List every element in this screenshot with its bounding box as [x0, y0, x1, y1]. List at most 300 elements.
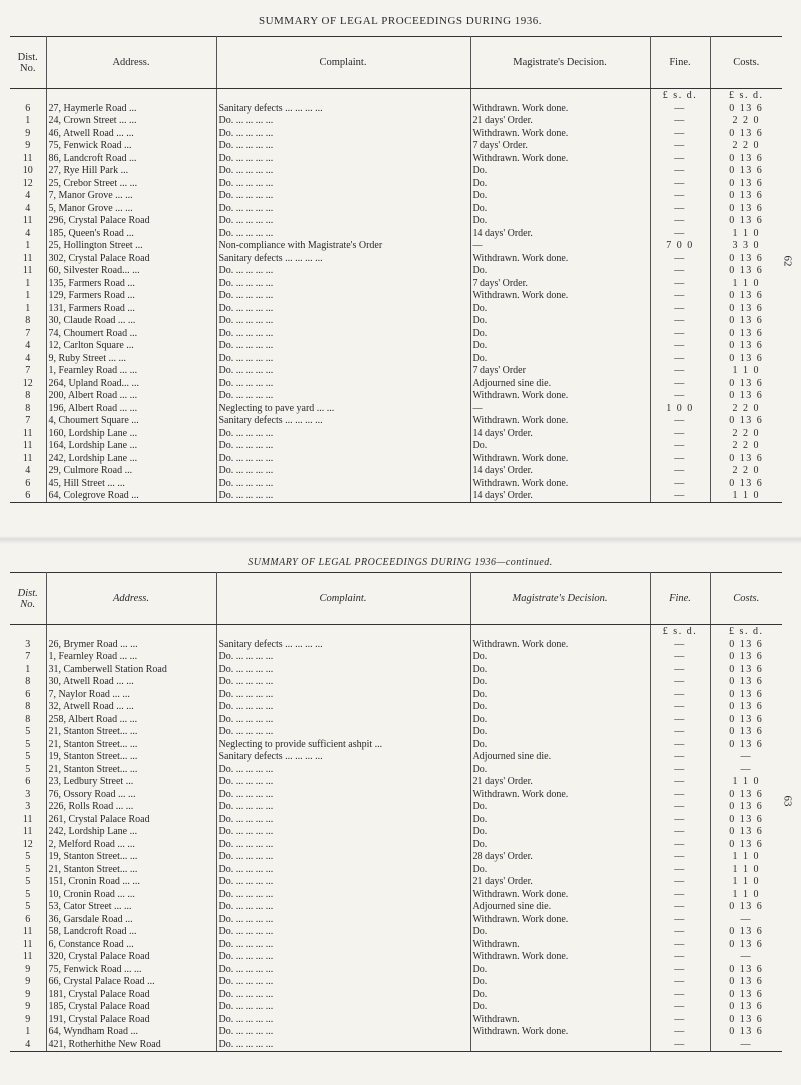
cell-address: 66, Crystal Palace Road ...: [46, 976, 216, 989]
cell-fine: —: [650, 801, 710, 814]
cell-dist: 10: [10, 165, 46, 178]
cell-costs: 0 13 6: [729, 938, 764, 950]
cell-costs: 0 13 6: [729, 1001, 764, 1013]
cell-dist: 6: [10, 478, 46, 491]
cell-fine: —: [650, 453, 710, 466]
cell-fine: —: [650, 128, 710, 141]
cell-fine: —: [650, 651, 710, 664]
cell-costs: 1 1 0: [732, 277, 760, 289]
table-row: [10, 203, 782, 216]
cell-complaint: Do. ... ... ... ...: [216, 814, 470, 827]
cell-complaint: Do. ... ... ... ...: [216, 1001, 470, 1014]
cell-fine: 1 0 0: [650, 403, 710, 416]
cell-complaint: Non-compliance with Magistrate's Order: [216, 240, 470, 253]
cell-address: 74, Choumert Road ...: [46, 328, 216, 341]
table-row: [10, 839, 782, 852]
cell-costs: 0 13 6: [729, 1013, 764, 1025]
cell-decision: Withdrawn. Work done.: [470, 889, 650, 902]
cell-address: 1, Fearnley Road ... ...: [46, 651, 216, 664]
cell-decision: Do.: [470, 976, 650, 989]
table-row: [10, 253, 782, 266]
cell-decision: Adjourned sine die.: [470, 378, 650, 391]
cell-address: 4, Choumert Square ...: [46, 415, 216, 428]
cell-dist: 8: [10, 676, 46, 689]
cell-decision: Do.: [470, 864, 650, 877]
table-row: [10, 340, 782, 353]
cell-costs: 1 1 0: [732, 776, 760, 788]
cell-costs: —: [740, 913, 752, 925]
table-row: [10, 315, 782, 328]
cell-costs: 0 13 6: [729, 127, 764, 139]
cell-dist: 9: [10, 128, 46, 141]
table-row: [10, 278, 782, 291]
cell-address: 7, Naylor Road ... ...: [46, 689, 216, 702]
cell-decision: Do.: [470, 265, 650, 278]
cell-costs: 0 13 6: [729, 152, 764, 164]
cell-dist: 11: [10, 814, 46, 827]
cell-costs: 0 13 6: [729, 801, 764, 813]
table-row: [10, 365, 782, 378]
cell-decision: Withdrawn. Work done.: [470, 253, 650, 266]
cell-complaint: Do. ... ... ... ...: [216, 976, 470, 989]
cell-decision: Do.: [470, 664, 650, 677]
cell-address: 181, Crystal Palace Road: [46, 989, 216, 1002]
cell-complaint: Do. ... ... ... ...: [216, 315, 470, 328]
cell-costs: 0 13 6: [729, 202, 764, 214]
cell-address: 19, Stanton Street... ...: [46, 851, 216, 864]
table-row: [10, 776, 782, 789]
table-row: [10, 190, 782, 203]
cell-fine: —: [650, 951, 710, 964]
cell-address: 261, Crystal Palace Road: [46, 814, 216, 827]
table-row: [10, 964, 782, 977]
cell-complaint: Do. ... ... ... ...: [216, 378, 470, 391]
cell-costs: —: [740, 751, 752, 763]
cell-decision: 7 days' Order.: [470, 140, 650, 153]
cell-complaint: Do. ... ... ... ...: [216, 178, 470, 191]
cell-decision: Do.: [470, 440, 650, 453]
cell-decision: Withdrawn. Work done.: [470, 153, 650, 166]
table-row: [10, 478, 782, 491]
cell-dist: 9: [10, 140, 46, 153]
cell-fine: —: [650, 764, 710, 777]
cell-dist: 4: [10, 228, 46, 241]
cell-fine: —: [650, 814, 710, 827]
cell-address: 75, Fenwick Road ...: [46, 140, 216, 153]
cell-dist: 11: [10, 440, 46, 453]
cell-costs: 0 13 6: [729, 390, 764, 402]
cell-complaint: Do. ... ... ... ...: [216, 689, 470, 702]
cell-decision: Withdrawn.: [470, 939, 650, 952]
cell-address: 12, Carlton Square ...: [46, 340, 216, 353]
cell-decision: 7 days' Order: [470, 365, 650, 378]
cell-address: 64, Wyndham Road ...: [46, 1026, 216, 1039]
cell-fine: —: [650, 776, 710, 789]
cell-dist: 9: [10, 989, 46, 1002]
costs-units: £ s. d.: [729, 625, 764, 637]
cell-costs: 2 2 0: [732, 440, 760, 452]
cell-complaint: Do. ... ... ... ...: [216, 1039, 470, 1052]
cell-decision: Withdrawn. Work done.: [470, 390, 650, 403]
cell-complaint: Do. ... ... ... ...: [216, 776, 470, 789]
cell-dist: 5: [10, 889, 46, 902]
cell-complaint: Do. ... ... ... ...: [216, 228, 470, 241]
table-row: [10, 764, 782, 777]
cell-fine: —: [650, 739, 710, 752]
cell-address: 36, Garsdale Road ...: [46, 914, 216, 927]
cell-complaint: Do. ... ... ... ...: [216, 453, 470, 466]
cell-decision: Do.: [470, 651, 650, 664]
cell-decision: Do.: [470, 340, 650, 353]
cell-complaint: Do. ... ... ... ...: [216, 440, 470, 453]
cell-fine: —: [650, 340, 710, 353]
cell-dist: 12: [10, 178, 46, 191]
cell-dist: 3: [10, 789, 46, 802]
table-row: [10, 378, 782, 391]
cell-fine: —: [650, 290, 710, 303]
cell-fine: —: [650, 303, 710, 316]
cell-dist: 11: [10, 939, 46, 952]
cell-address: 185, Crystal Palace Road: [46, 1001, 216, 1014]
cell-decision: 14 days' Order.: [470, 465, 650, 478]
units-row: [10, 89, 782, 103]
cell-costs: 0 13 6: [729, 215, 764, 227]
cell-dist: 11: [10, 153, 46, 166]
fine-units: £ s. d.: [650, 625, 710, 639]
cell-costs: 0 13 6: [729, 352, 764, 364]
table-row: [10, 140, 782, 153]
cell-dist: 11: [10, 428, 46, 441]
cell-fine: —: [650, 328, 710, 341]
cell-costs: 0 13 6: [729, 688, 764, 700]
table-row: [10, 701, 782, 714]
cell-decision: 28 days' Order.: [470, 851, 650, 864]
table-row: [10, 240, 782, 253]
cell-address: 226, Rolls Road ... ...: [46, 801, 216, 814]
header-decision: Magistrate's Decision.: [470, 573, 650, 625]
cell-address: 6, Constance Road ...: [46, 939, 216, 952]
cell-dist: 1: [10, 1026, 46, 1039]
table-row: [10, 889, 782, 902]
cell-dist: 5: [10, 864, 46, 877]
cell-address: 64, Colegrove Road ...: [46, 490, 216, 503]
cell-fine: —: [650, 178, 710, 191]
cell-costs: 0 13 6: [729, 663, 764, 675]
page-number-continued: 63: [781, 795, 794, 807]
cell-decision: Do.: [470, 701, 650, 714]
cell-decision: 21 days' Order.: [470, 876, 650, 889]
cell-dist: 1: [10, 290, 46, 303]
cell-fine: —: [650, 876, 710, 889]
table-row: [10, 689, 782, 702]
cell-address: 60, Silvester Road... ...: [46, 265, 216, 278]
cell-fine: —: [650, 726, 710, 739]
cell-fine: —: [650, 140, 710, 153]
table-row: [10, 453, 782, 466]
cell-complaint: Do. ... ... ... ...: [216, 190, 470, 203]
cell-fine: —: [650, 115, 710, 128]
cell-costs: —: [710, 1039, 782, 1052]
cell-dist: 6: [10, 103, 46, 116]
table-row: [10, 989, 782, 1002]
cell-decision: Do.: [470, 303, 650, 316]
table-row: [10, 664, 782, 677]
cell-dist: 7: [10, 365, 46, 378]
cell-dist: 1: [10, 303, 46, 316]
cell-complaint: Do. ... ... ... ...: [216, 864, 470, 877]
cell-costs: 2 2 0: [732, 402, 760, 414]
cell-decision: Do.: [470, 839, 650, 852]
cell-fine: —: [650, 215, 710, 228]
cell-dist: 12: [10, 378, 46, 391]
cell-dist: 5: [10, 901, 46, 914]
table-row: [10, 1001, 782, 1014]
cell-fine: —: [650, 415, 710, 428]
cell-complaint: Do. ... ... ... ...: [216, 465, 470, 478]
cell-fine: —: [650, 839, 710, 852]
cell-complaint: Do. ... ... ... ...: [216, 789, 470, 802]
cell-complaint: Do. ... ... ... ...: [216, 340, 470, 353]
cell-decision: Withdrawn. Work done.: [470, 103, 650, 116]
cell-fine: —: [650, 378, 710, 391]
cell-costs: 0 13 6: [729, 315, 764, 327]
cell-dist: 6: [10, 490, 46, 503]
cell-dist: 4: [10, 340, 46, 353]
cell-costs: 1 1 0: [710, 490, 782, 503]
cell-complaint: Sanitary defects ... ... ... ...: [216, 639, 470, 652]
cell-decision: Do.: [470, 989, 650, 1002]
header-costs: Costs.: [710, 37, 782, 89]
cell-decision: Do.: [470, 328, 650, 341]
table-row: [10, 676, 782, 689]
cell-address: 29, Culmore Road ...: [46, 465, 216, 478]
cell-decision: Do.: [470, 739, 650, 752]
cell-complaint: Do. ... ... ... ...: [216, 701, 470, 714]
header-fine: Fine.: [650, 37, 710, 89]
cell-address: 24, Crown Street ... ...: [46, 115, 216, 128]
cell-address: 26, Brymer Road ... ...: [46, 639, 216, 652]
cell-complaint: Neglecting to pave yard ... ...: [216, 403, 470, 416]
table-row: [10, 864, 782, 877]
cell-complaint: Do. ... ... ... ...: [216, 328, 470, 341]
cell-costs: 0 13 6: [729, 838, 764, 850]
fine-units: £ s. d.: [650, 89, 710, 103]
cell-fine: —: [650, 390, 710, 403]
header-costs: Costs.: [710, 573, 782, 625]
cell-fine: —: [650, 153, 710, 166]
cell-complaint: Do. ... ... ... ...: [216, 801, 470, 814]
cell-complaint: Do. ... ... ... ...: [216, 989, 470, 1002]
cell-costs: 0 13 6: [729, 252, 764, 264]
table-row: [10, 739, 782, 752]
cell-fine: —: [650, 465, 710, 478]
cell-complaint: Do. ... ... ... ...: [216, 278, 470, 291]
cell-decision: Do.: [470, 1001, 650, 1014]
cell-address: 9, Ruby Street ... ...: [46, 353, 216, 366]
table-row: [10, 403, 782, 416]
table-row: [10, 976, 782, 989]
cell-dist: 5: [10, 739, 46, 752]
cell-costs: 0 13 6: [729, 265, 764, 277]
cell-costs: 1 1 0: [732, 365, 760, 377]
cell-decision: Do.: [470, 764, 650, 777]
cell-dist: 11: [10, 215, 46, 228]
cell-costs: 0 13 6: [729, 788, 764, 800]
table-row: [10, 228, 782, 241]
cell-fine: —: [650, 353, 710, 366]
table-row: [10, 215, 782, 228]
table-row: [10, 465, 782, 478]
cell-complaint: Do. ... ... ... ...: [216, 651, 470, 664]
cell-address: 21, Stanton Street... ...: [46, 864, 216, 877]
cell-fine: —: [650, 939, 710, 952]
cell-address: 86, Landcroft Road ...: [46, 153, 216, 166]
cell-decision: Withdrawn.: [470, 1014, 650, 1027]
cell-fine: —: [650, 751, 710, 764]
cell-dist: 4: [10, 1039, 46, 1052]
cell-fine: —: [650, 901, 710, 914]
cell-fine: —: [650, 851, 710, 864]
cell-decision: Withdrawn. Work done.: [470, 914, 650, 927]
cell-costs: —: [740, 951, 752, 963]
cell-decision: Withdrawn. Work done.: [470, 453, 650, 466]
cell-address: 129, Farmers Road ...: [46, 290, 216, 303]
table-row: [10, 290, 782, 303]
cell-costs: 0 13 6: [729, 415, 764, 427]
cell-address: 45, Hill Street ... ...: [46, 478, 216, 491]
cell-decision: Do.: [470, 926, 650, 939]
cell-fine: —: [650, 689, 710, 702]
cell-costs: 0 13 6: [729, 713, 764, 725]
cell-dist: 5: [10, 726, 46, 739]
cell-address: 30, Atwell Road ... ...: [46, 676, 216, 689]
cell-costs: 1 1 0: [732, 888, 760, 900]
page-number: 62: [781, 255, 794, 267]
cell-address: 421, Rotherhithe New Road: [46, 1039, 216, 1052]
table-row: [10, 851, 782, 864]
cell-costs: 0 13 6: [729, 813, 764, 825]
cell-fine: —: [650, 1026, 710, 1039]
cell-fine: —: [650, 989, 710, 1002]
table-row: [10, 165, 782, 178]
cell-dist: 4: [10, 353, 46, 366]
cell-decision: Do.: [470, 215, 650, 228]
cell-dist: 9: [10, 1014, 46, 1027]
cell-costs: 0 13 6: [729, 190, 764, 202]
cell-decision: 7 days' Order.: [470, 278, 650, 291]
cell-decision: Withdrawn. Work done.: [470, 290, 650, 303]
cell-address: 151, Cronin Road ... ...: [46, 876, 216, 889]
cell-costs: 1 1 0: [732, 227, 760, 239]
cell-complaint: Do. ... ... ... ...: [216, 390, 470, 403]
cell-decision: —: [470, 403, 650, 416]
table-row: [10, 265, 782, 278]
header-complaint: Complaint.: [216, 37, 470, 89]
costs-units: £ s. d.: [729, 89, 764, 101]
table-row: [10, 1039, 782, 1052]
cell-costs: 0 13 6: [729, 177, 764, 189]
cell-dist: 11: [10, 951, 46, 964]
cell-address: 160, Lordship Lane ...: [46, 428, 216, 441]
cell-address: 58, Landcroft Road ...: [46, 926, 216, 939]
cell-fine: —: [650, 639, 710, 652]
cell-complaint: Do. ... ... ... ...: [216, 926, 470, 939]
cell-decision: Withdrawn. Work done.: [470, 789, 650, 802]
table-row: [10, 1026, 782, 1039]
cell-dist: 7: [10, 415, 46, 428]
cell-address: 302, Crystal Palace Road: [46, 253, 216, 266]
table-row: [10, 901, 782, 914]
table-row: [10, 814, 782, 827]
cell-costs: 2 2 0: [732, 427, 760, 439]
cell-costs: 1 1 0: [732, 876, 760, 888]
cell-complaint: Do. ... ... ... ...: [216, 428, 470, 441]
cell-fine: —: [650, 789, 710, 802]
cell-address: 264, Upland Road... ...: [46, 378, 216, 391]
cell-decision: Do.: [470, 726, 650, 739]
cell-complaint: Do. ... ... ... ...: [216, 353, 470, 366]
header-fine: Fine.: [650, 573, 710, 625]
cell-decision: 21 days' Order.: [470, 776, 650, 789]
cell-dist: 6: [10, 689, 46, 702]
cell-address: 46, Atwell Road ... ...: [46, 128, 216, 141]
table-row: [10, 428, 782, 441]
cell-dist: 11: [10, 453, 46, 466]
cell-decision: Adjourned sine die.: [470, 751, 650, 764]
cell-complaint: Do. ... ... ... ...: [216, 964, 470, 977]
cell-address: 31, Camberwell Station Road: [46, 664, 216, 677]
cell-complaint: Do. ... ... ... ...: [216, 839, 470, 852]
cell-costs: 0 13 6: [729, 638, 764, 650]
cell-complaint: Do. ... ... ... ...: [216, 115, 470, 128]
cell-costs: 0 13 6: [729, 377, 764, 389]
cell-decision: Do.: [470, 814, 650, 827]
cell-address: 25, Crebor Street ... ...: [46, 178, 216, 191]
cell-complaint: Sanitary defects ... ... ... ...: [216, 415, 470, 428]
cell-fine: —: [650, 190, 710, 203]
cell-decision: Adjourned sine die.: [470, 901, 650, 914]
table-row: [10, 178, 782, 191]
cell-address: 2, Melford Road ... ...: [46, 839, 216, 852]
cell-fine: —: [650, 826, 710, 839]
cell-fine: —: [650, 964, 710, 977]
header-decision: Magistrate's Decision.: [470, 37, 650, 89]
cell-costs: 2 2 0: [732, 140, 760, 152]
cell-complaint: Sanitary defects ... ... ... ...: [216, 751, 470, 764]
cell-costs: 0 13 6: [729, 102, 764, 114]
cell-complaint: Do. ... ... ... ...: [216, 951, 470, 964]
cell-address: 75, Fenwick Road ... ...: [46, 964, 216, 977]
table-row: [10, 826, 782, 839]
cell-dist: 12: [10, 839, 46, 852]
cell-fine: —: [650, 490, 710, 503]
cell-dist: 8: [10, 315, 46, 328]
table-row: [10, 939, 782, 952]
cell-decision: Do.: [470, 165, 650, 178]
table-row: [10, 328, 782, 341]
cell-address: 10, Cronin Road ... ...: [46, 889, 216, 902]
header-address: Address.: [46, 37, 216, 89]
cell-complaint: Do. ... ... ... ...: [216, 1026, 470, 1039]
cell-dist: 11: [10, 253, 46, 266]
cell-costs: 0 13 6: [729, 963, 764, 975]
cell-complaint: Do. ... ... ... ...: [216, 826, 470, 839]
cell-decision: Do.: [470, 676, 650, 689]
cell-address: 25, Hollington Street ...: [46, 240, 216, 253]
cell-costs: 2 2 0: [732, 115, 760, 127]
cell-costs: 3 3 0: [732, 240, 760, 252]
cell-fine: —: [650, 889, 710, 902]
